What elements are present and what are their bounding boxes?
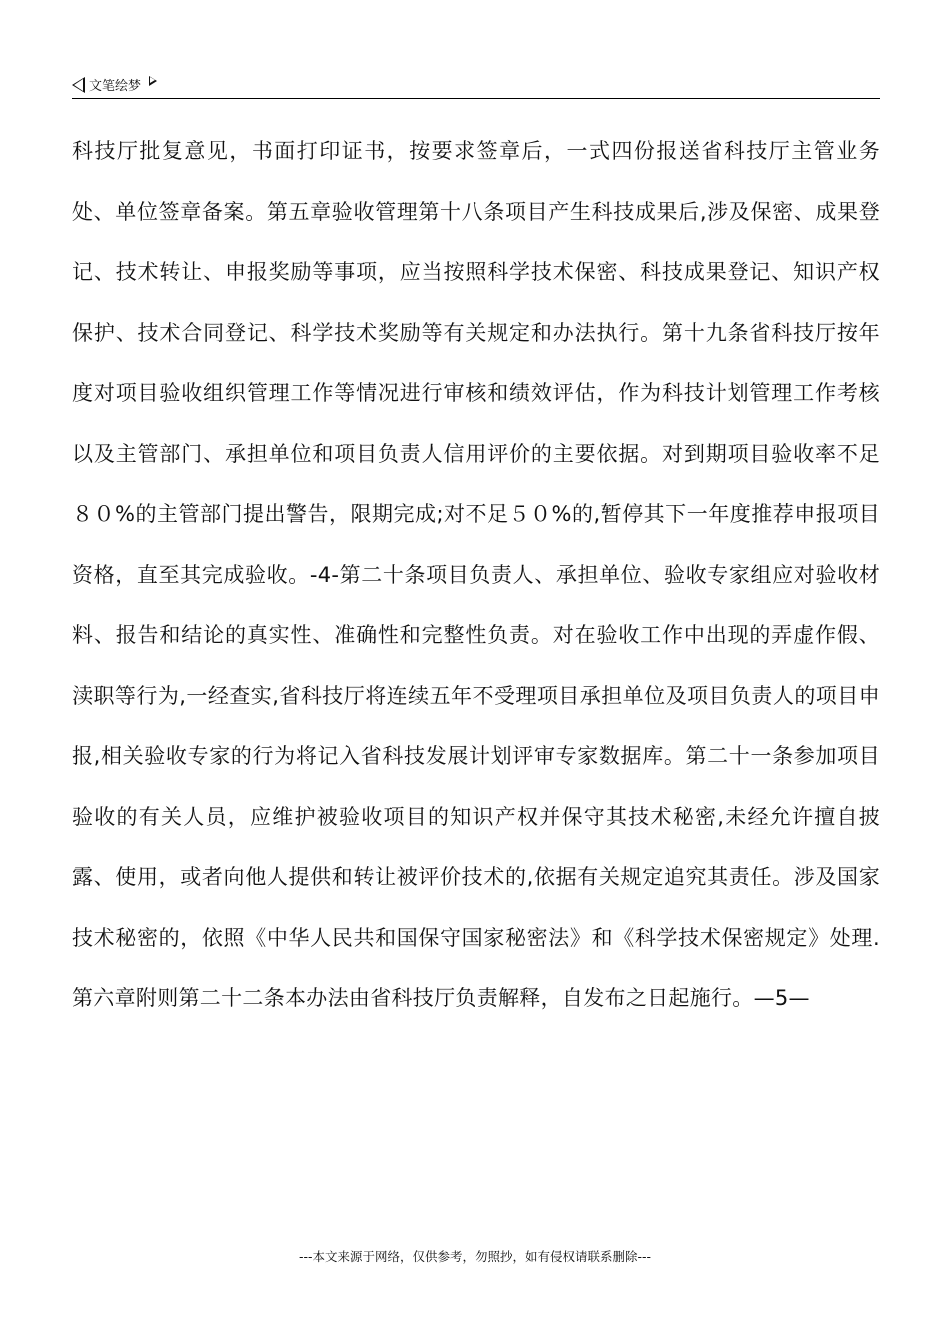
header-title: 文笔绘梦 bbox=[89, 79, 142, 94]
left-triangle-outline-icon bbox=[72, 77, 85, 93]
document-body-text: 科技厅批复意见，书面打印证书，按要求签章后，一式四份报送省科技厅主管业务处、单位签章备案。第五章验收管理第十八条项目产生科技成果后,涉及保密、成果登记、技术转让、申报奖励等事项，应当按照科学技术保密、科技成果登记、知识产权保护、技术合同登记、科学技术奖励等有关规定和办法执行。第十九条省科技厅按年度对项目验收组织管理工作等情况进行审核和绩效评估，作为科技计划管理工作考核以及主管部门、承担单位和项目负责人信用评价的主要依据。对到期项目验收率不足８０%的主管部门提出警告，限期完成;对不足５０%的,暂停其下一年度推荐申报项目资格，直至其完成验收。-4-第二十条项目负责人、承担单位、验收专家组应对验收材料、报告和结论的真实性、准确性和完整性负责。对在验收工作中出现的弄虚作假、渎职等行为,一经查实,省科技厅将连续五年不受理项目承担单位及项目负责人的项目申报,相关验收专家的行为将记入省科技发展计划评审专家数据库。第二十一条参加项目验收的有关人员，应维护被验收项目的知识产权并保守其技术秘密,未经允许擅自披露、使用，或者向他人提供和转让被评价技术的,依据有关规定追究其责任。涉及国家技术秘密的，依照《中华人民共和国保守国家秘密法》和《科学技术保密规定》处理.第六章附则第二十二条本办法由省科技厅负责解释，自发布之日起施行。—5— bbox=[72, 139, 880, 1010]
page-header bbox=[72, 72, 880, 99]
right-triangle-outline-icon bbox=[149, 76, 157, 86]
page-footer-disclaimer: ---本文来源于网络，仅供参考，勿照抄，如有侵权请联系删除--- bbox=[298, 1249, 652, 1264]
header-title-group bbox=[72, 75, 157, 94]
